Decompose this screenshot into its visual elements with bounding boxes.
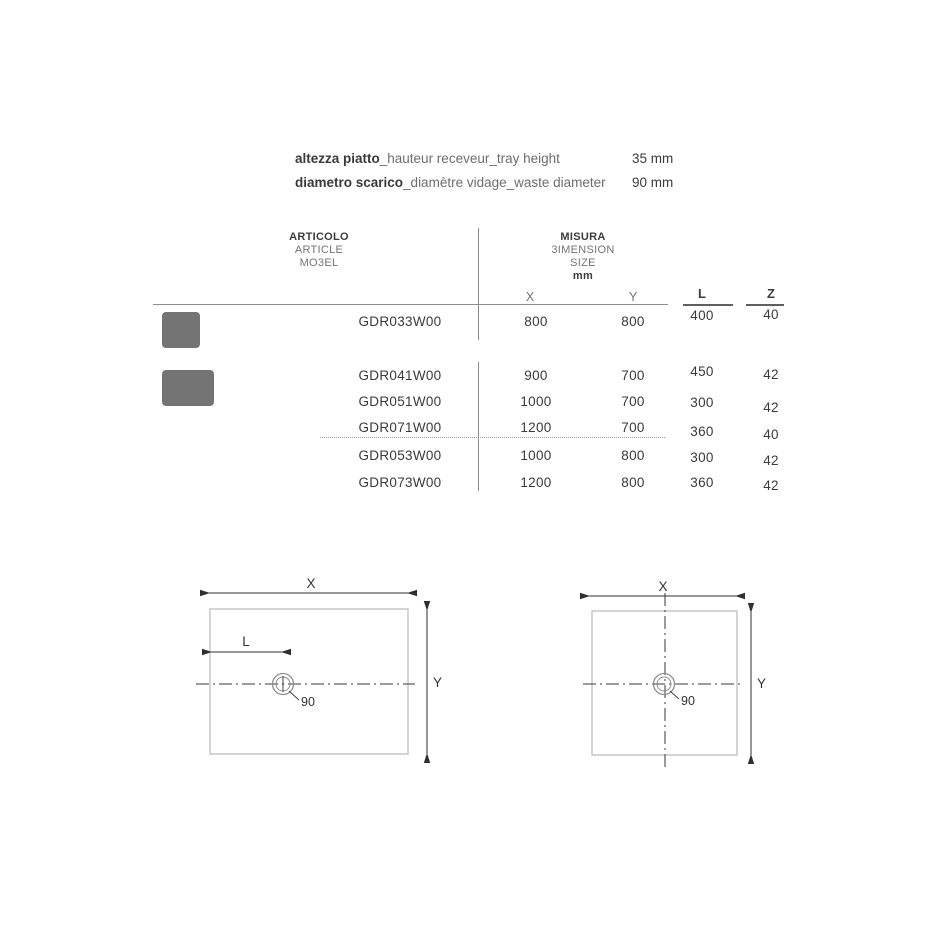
size-column-header xyxy=(523,231,643,283)
spec-label-primary: diametro scarico xyxy=(295,175,404,190)
y-dimension-label: Y xyxy=(433,675,443,690)
header-misura: MISURA xyxy=(560,231,606,243)
table-cell-y: 800 xyxy=(621,314,645,329)
table-cell-y: 700 xyxy=(621,394,645,409)
table-cell-y: 800 xyxy=(621,475,645,490)
header-size: SIZE xyxy=(570,257,596,269)
header-article: ARTICLE xyxy=(294,244,344,256)
diagram-square-tray xyxy=(555,570,795,785)
column-header-y: Y xyxy=(628,290,638,304)
diagram-rectangular-tray xyxy=(175,570,465,795)
spec-label-primary: altezza piatto xyxy=(295,151,380,166)
table-cell-article: GDR053W00 xyxy=(358,448,442,463)
column-header-z: Z xyxy=(767,286,775,301)
column-divider-upper xyxy=(478,228,479,340)
table-cell-z: 40 xyxy=(763,427,779,442)
table-cell-z: 40 xyxy=(763,307,779,322)
x-dimension-label: X xyxy=(306,576,316,591)
l-column-underline xyxy=(683,304,733,306)
table-cell-l: 450 xyxy=(690,364,714,379)
drain-diameter-label: 90 xyxy=(301,695,315,709)
table-cell-x: 900 xyxy=(524,368,548,383)
column-divider-lower xyxy=(478,362,479,491)
table-cell-article: GDR071W00 xyxy=(358,420,442,435)
table-top-rule xyxy=(153,304,668,305)
tray-outline xyxy=(210,609,408,754)
header-dimension: 3IMENSION xyxy=(551,244,615,256)
table-cell-z: 42 xyxy=(763,478,779,493)
x-dimension-label: X xyxy=(658,579,668,594)
article-column-header xyxy=(259,231,379,270)
table-cell-y: 700 xyxy=(621,368,645,383)
table-cell-l: 300 xyxy=(690,395,714,410)
spec-row-waste-diameter xyxy=(295,175,775,191)
table-cell-l: 360 xyxy=(690,424,714,439)
table-cell-z: 42 xyxy=(763,453,779,468)
drain-diameter-label: 90 xyxy=(681,694,695,708)
spec-label-secondary: _hauteur receveur_tray height xyxy=(379,151,560,166)
z-column-underline xyxy=(746,304,784,306)
table-cell-l: 300 xyxy=(690,450,714,465)
table-cell-z: 42 xyxy=(763,400,779,415)
table-cell-x: 1000 xyxy=(520,448,552,463)
table-cell-x: 800 xyxy=(524,314,548,329)
table-cell-y: 800 xyxy=(621,448,645,463)
spec-label-secondary: _diamètre vidage_waste diameter xyxy=(403,175,606,190)
column-header-x: X xyxy=(525,290,535,304)
table-cell-article: GDR073W00 xyxy=(358,475,442,490)
drain-leader-line xyxy=(670,691,679,699)
table-cell-l: 360 xyxy=(690,475,714,490)
table-cell-y: 700 xyxy=(621,420,645,435)
header-articolo: ARTICOLO xyxy=(289,231,349,243)
spec-value: 35 mm xyxy=(632,151,674,166)
table-cell-article: GDR051W00 xyxy=(358,394,442,409)
header-model: MO3EL xyxy=(299,257,339,269)
table-cell-l: 400 xyxy=(690,308,714,323)
tray-shape-square-swatch xyxy=(162,312,200,348)
drain-leader-line xyxy=(289,691,299,700)
table-cell-x: 1000 xyxy=(520,394,552,409)
table-cell-x: 1200 xyxy=(520,475,552,490)
header-mm: mm xyxy=(572,270,594,282)
table-cell-article: GDR041W00 xyxy=(358,368,442,383)
spec-value: 90 mm xyxy=(632,175,674,190)
table-cell-z: 42 xyxy=(763,367,779,382)
dotted-row-separator xyxy=(320,437,665,438)
column-header-l: L xyxy=(698,286,706,301)
l-dimension-label: L xyxy=(242,634,250,649)
spec-row-tray-height xyxy=(295,151,775,167)
y-dimension-label: Y xyxy=(757,676,767,691)
table-cell-article: GDR033W00 xyxy=(358,314,442,329)
table-cell-x: 1200 xyxy=(520,420,552,435)
tray-shape-rectangle-swatch xyxy=(162,370,214,406)
